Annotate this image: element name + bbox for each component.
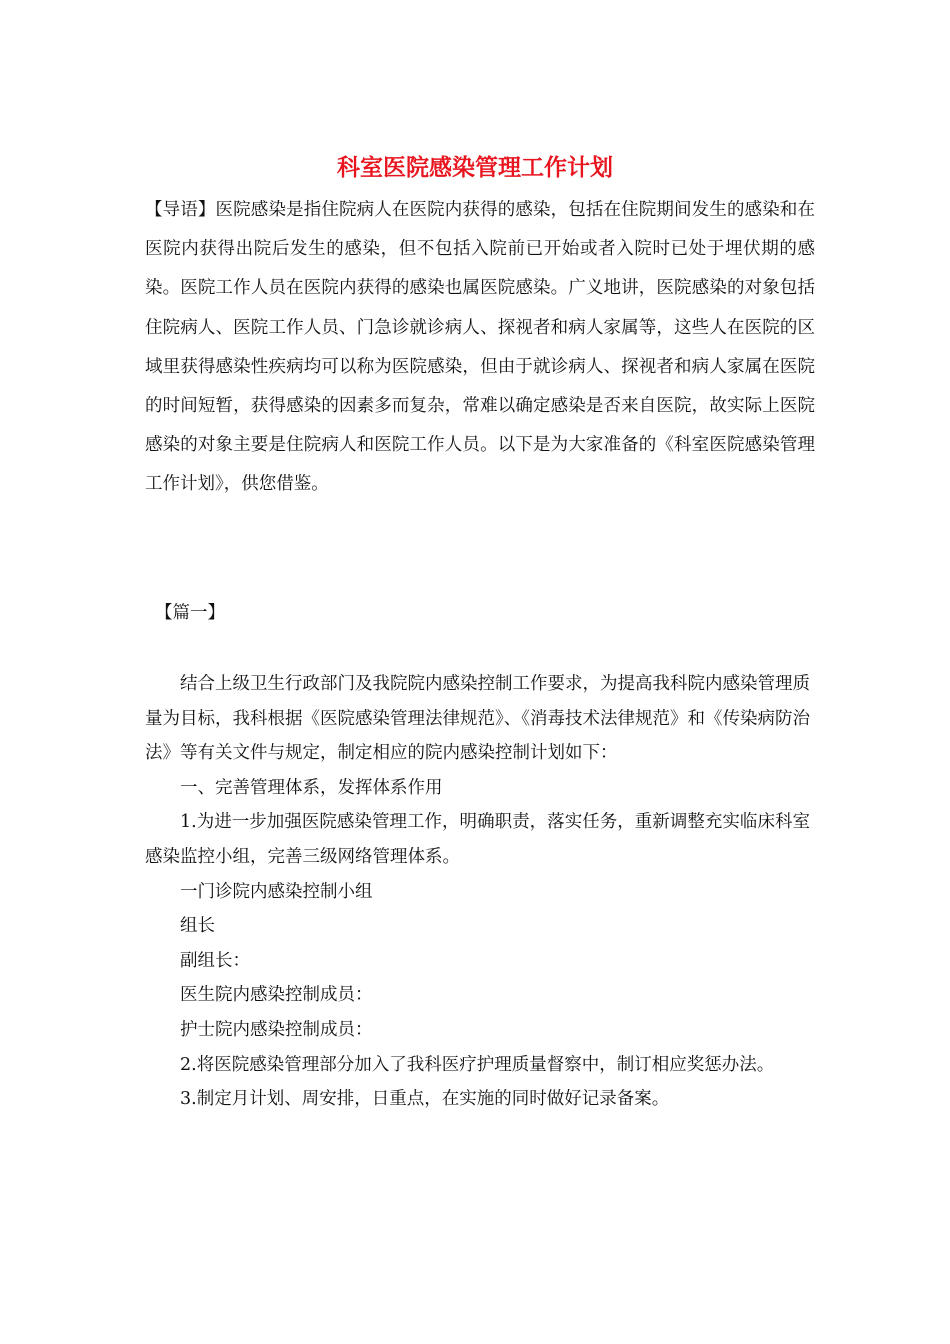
section-heading: 一、完善管理体系，发挥体系作用 [180,777,443,798]
body-paragraph: 3.制定月计划、周安排，日重点，在实施的同时做好记录备案。 [180,1089,670,1110]
intro-paragraph: 【导语】医院感染是指住院病人在医院内获得的感染，包括在住院期间发生的感染和在医院内获得出院后发生的感染，但不包括入院前已开始或者入院时已处于埋伏期的感染。医院工作人员在医院内获得的感染也属医院感染。广义地讲，医院感染的对象包括住院病人、医院工作人员、门急诊就诊病人、探视者和病人家属等，这些人在医院的区域里获得感染性疾病均可以称为医院感染，但由于就诊病人、探视者和病人家属在医院的时间短暂，获得感染的因素多而复杂，常难以确定感染是否来自医院，故实际上医院感染的对象主要是住院病人和医院工作人员。以下是为大家准备的《科室医院感染管理工作计划》，供您借鉴。 [145,200,815,495]
list-item: 医生院内感染控制成员： [180,985,373,1006]
body-paragraph: 1.为进一步加强医院感染管理工作，明确职责，落实任务，重新调整充实临床科室感染监控小组，完善三级网络管理体系。 [145,812,810,867]
section-label: 【篇一】 [155,603,225,623]
document-body [145,667,810,1117]
list-item: 副组长： [180,950,250,971]
list-item: 护士院内感染控制成员： [180,1019,373,1040]
body-paragraph: 2.将医院感染管理部分加入了我科医疗护理质量督察中，制订相应奖惩办法。 [180,1054,775,1075]
body-paragraph: 结合上级卫生行政部门及我院院内感染控制工作要求，为提高我科院内感染管理质量为目标，我科根据《医院感染管理法律规范》、《消毒技术法律规范》和《传染病防治法》等有关文件与规定，制定相应的院内感染控制计划如下： [145,674,810,764]
list-item: 组长 [180,916,215,937]
list-item: 一门诊院内感染控制小组 [180,881,373,902]
document-title: 科室医院感染管理工作计划 [337,154,613,181]
